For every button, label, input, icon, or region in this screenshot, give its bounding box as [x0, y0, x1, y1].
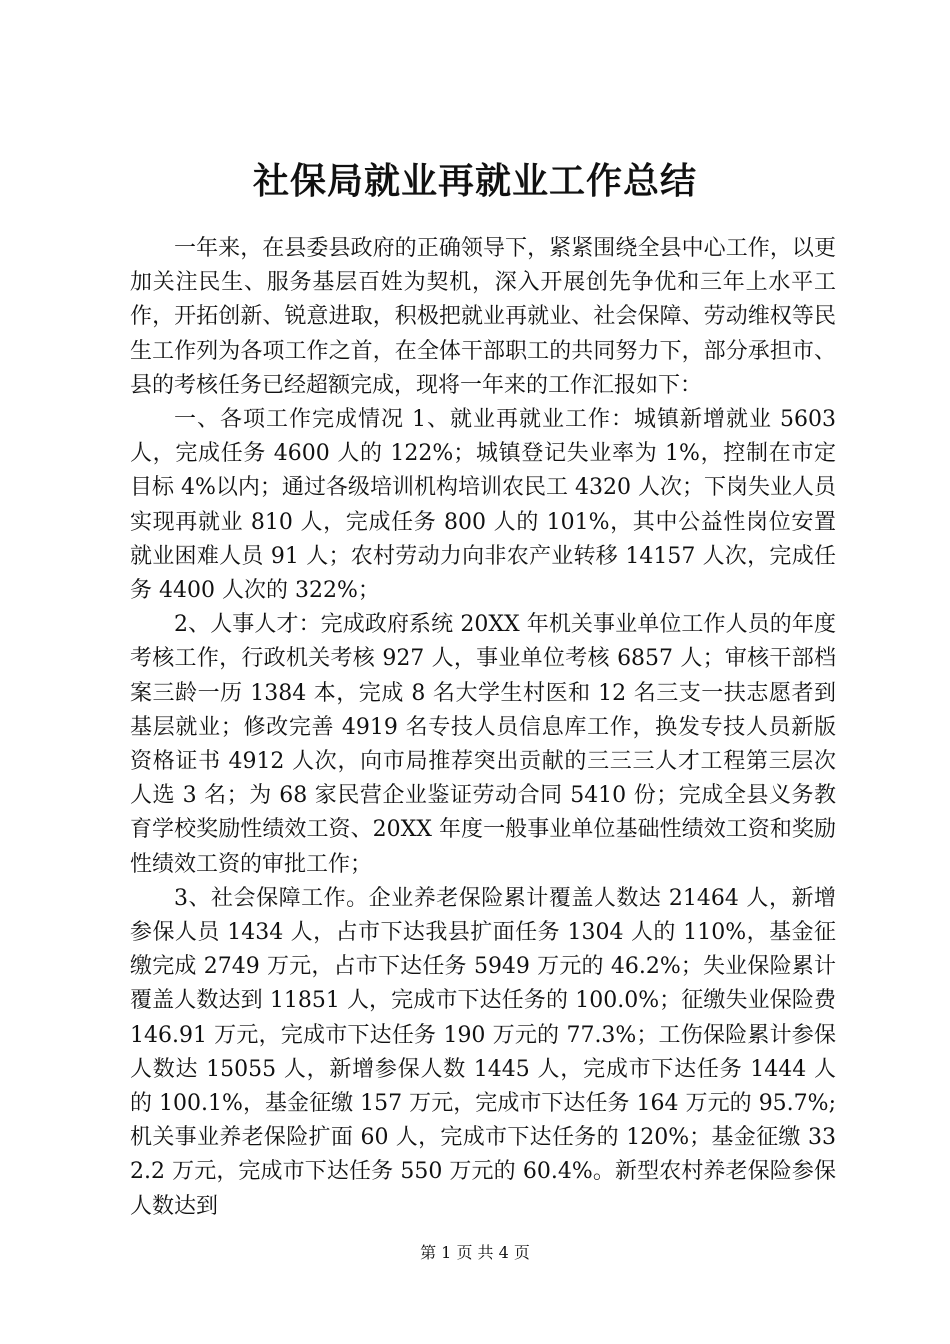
- paragraph-social-security: 3、社会保障工作。企业养老保险累计覆盖人数达 21464 人，新增参保人员 1434 人，占市下达我县扩面任务 1304 人的 110%，基金征缴完成 2749 万元，占市下达任务 5949 万元的 46.2%；失业保险累计覆盖人数达到 11851 人，完成市下达任务的 100.0%；征缴失业保险费 146.91 万元，完成市下达任务 190 万元的 77.3%；工伤保险累计参保人数达 15055 人，新增参保人数 1445 人，完成市下达任务 1444 人的 100.1%，基金征缴 157 万元，完成市下达任务 164 万元的 95.7%;机关事业养老保险扩面 60 人，完成市下达任务的 120%；基金征缴 332.2 万元，完成市下达任务 550 万元的 60.4%。新型农村养老保险参保人数达到: [130, 885, 836, 1219]
- paragraph-personnel: 2、人事人才：完成政府系统 20XX 年机关事业单位工作人员的年度考核工作，行政机关考核 927 人，事业单位考核 6857 人；审核干部档案三龄一历 1384 本，完成 8 名大学生村医和 12 名三支一扶志愿者到基层就业；修改完善 4919 名专技人员信息库工作，换发专技人员新版资格证书 4912 人次，向市局推荐突出贡献的三三三人才工程第三层次人选 3 名；为 68 家民营企业鉴证劳动合同 5410 份；完成全县义务教育学校奖励性绩效工资、20XX 年度一般事业单位基础性绩效工资和奖励性绩效工资的审批工作；: [130, 612, 836, 877]
- paragraph-intro: 一年来，在县委县政府的正确领导下，紧紧围绕全县中心工作，以更加关注民生、服务基层百姓为契机，深入开展创先争优和三年上水平工作，开拓创新、锐意进取，积极把就业再就业、社会保障、劳动维权等民生工作列为各项工作之首，在全体干部职工的共同努力下，部分承担市、县的考核任务已经超额完成，现将一年来的工作汇报如下：: [130, 236, 836, 398]
- paragraph-employment: 一、各项工作完成情况 1、就业再就业工作：城镇新增就业 5603 人，完成任务 4600 人的 122%；城镇登记失业率为 1%，控制在市定目标 4%以内；通过各级培训机构培训农民工 4320 人次；下岗失业人员实现再就业 810 人，完成任务 800 人的 101%，其中公益性岗位安置就业困难人员 91 人；农村劳动力向非农产业转移 14157 人次，完成任务 4400 人次的 322%；: [130, 407, 836, 604]
- page-number-footer: 第 1 页 共 4 页: [420, 1243, 530, 1262]
- document-title: 社保局就业再就业工作总结: [252, 161, 697, 202]
- document-body: [130, 232, 836, 1224]
